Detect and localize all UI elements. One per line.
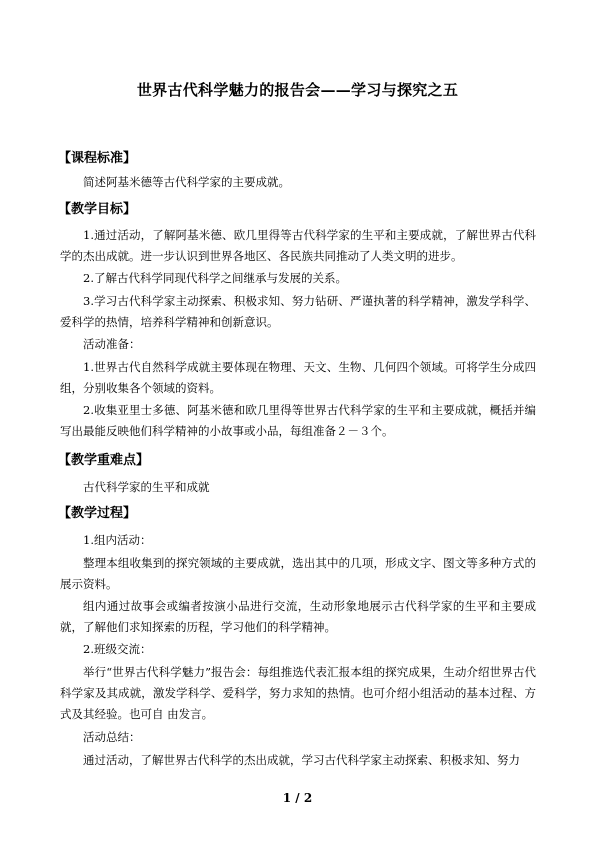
heading-teaching-process: 【教学过程】 <box>58 506 137 521</box>
process-step-2-label: 2.班级交流： <box>83 642 152 656</box>
goal-item-1: 1.通过活动，了解阿基米德、欧几里得等古代科学家的生平和主要成就，了解世界古代科学的杰出成就。进一步认识到世界各地区、各民族共同推动了人类文明的进步。 <box>60 228 536 263</box>
course-standard-text: 简述阿基米德等古代科学家的主要成就。 <box>83 175 290 189</box>
goal-item-2: 2.了解古代科学同现代科学之间继承与发展的关系。 <box>83 271 347 285</box>
process-step-1-label: 1.组内活动： <box>83 533 152 547</box>
document-title: 世界古代科学魅力的报告会——学习与探究之五 <box>136 81 459 99</box>
process-step-2-text: 举行“世界古代科学魅力”报告会：每组推选代表汇报本组的探究成果，生动介绍世界古代科学家及其成就，激发学科学、爱科学，努力求知的热情。也可介绍小组活动的基本过程、方式及其经验。也可自 由发言。 <box>60 665 536 721</box>
prep-item-2: 2.收集亚里士多德、阿基米德和欧几里得等世界古代科学家的生平和主要成就，概括并编写出最能反映他们科学精神的小故事或小品，每组准备２－３个。 <box>60 403 536 438</box>
key-points-text: 古代科学家的生平和成就 <box>83 480 210 494</box>
goal-item-3: 3.学习古代科学家主动探索、积极求知、努力钻研、严谨执著的科学精神，激发学科学、爱科学的热情，培养科学精神和创新意识。 <box>60 294 536 329</box>
activity-summary-text: 通过活动，了解世界古代科学的杰出成就，学习古代科学家主动探索、积极求知、努力 <box>83 753 520 767</box>
heading-key-points: 【教学重难点】 <box>58 453 150 468</box>
process-step-1-text-b: 组内通过故事会或编者按演小品进行交流，生动形象地展示古代科学家的生平和主要成就，了解他们求知探索的历程，学习他们的科学精神。 <box>60 599 536 634</box>
heading-course-standard: 【课程标准】 <box>58 151 137 166</box>
prep-item-1: 1.世界古代自然科学成就主要体现在物理、天文、生物、几何四个领域。可将学生分成四组，分别收集各个领域的资料。 <box>60 360 536 395</box>
activity-summary-label: 活动总结： <box>83 730 141 744</box>
page-number: 1 / 2 <box>282 791 313 805</box>
heading-teaching-goals: 【教学目标】 <box>58 202 137 217</box>
process-step-1-text-a: 整理本组收集到的探究领域的主要成就，选出其中的几项，形成文字、图文等多种方式的展示资料。 <box>60 556 536 591</box>
activity-prep-label: 活动准备： <box>83 337 141 351</box>
